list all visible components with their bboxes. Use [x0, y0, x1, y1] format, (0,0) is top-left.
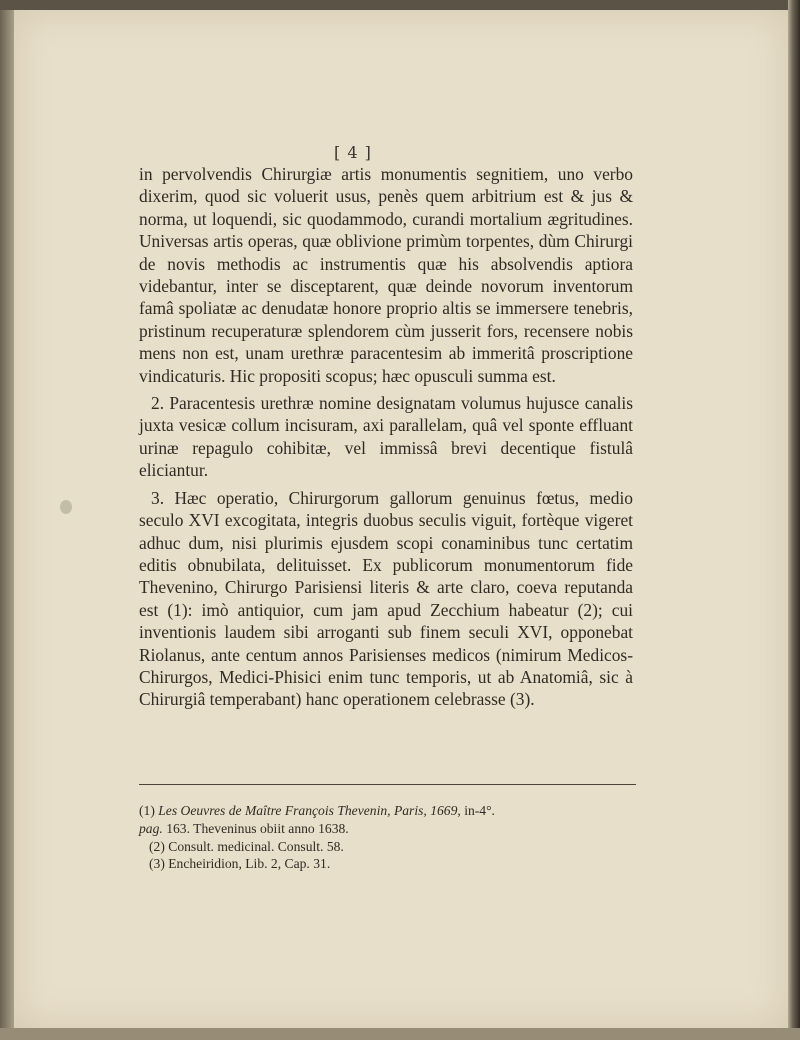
page-smudge [60, 500, 72, 514]
footnote-1-suffix: , in-4°. [457, 803, 495, 818]
footnote-1-title: Les Oeuvres de Maître François Thevenin, Paris, 1669 [158, 803, 458, 818]
paragraph-3: 3. Hæc operatio, Chirurgorum gallorum genuinus fœtus, medio seculo XVI excogitata, integris duobus seculis viguit, fortèque vigeret adhuc dum, nisi plurimis ejusdem scopi conaminibus tunc certatim editis obnubilata, delituisset. Ex publicorum monumentorum fide Thevenino, Chirurgo Parisiensi literis & arte claro, coeva reputanda est (1): imò antiquior, cum jam apud Zecchium habeatur (2); cui inventionis laudem sibi arroganti sub finem seculi XVI, opponebat Riolanus, ante centum annos Parisienses medicos (nimirum Medicos-Chirurgos, Medici-Phisici enim tunc temporis, ut ab Anatomiâ, sic à Chirurgiâ temperabant) hanc operationem celebrasse (3). [139, 487, 633, 710]
main-text [139, 163, 633, 716]
footnote-divider [139, 784, 636, 785]
paragraph-1: in pervolvendis Chirurgiæ artis monumentis segnitiem, uno verbo dixerim, quod sic voluerit usus, penès quem arbitrium est & jus & norma, ut loquendi, sic quodammodo, curandi mortalium ægritudines. Universas artis operas, quæ oblivione primùm torpentes, dùm Chirurgi de novis methodis ac instrumentis quæ his absolvendis aptiora videbantur, inter se disceptarent, quæ deinde novorum inventorum famâ spoliatæ ac denudatæ honore proprio altis se immersere tenebris, pristinum recuperaturæ splendorem cùm jusserit fors, recensere nobis mens non est, unam urethræ paracentesim ab immeritâ proscriptione vindicaturis. Hic propositi scopus; hæc opusculi summa est. [139, 164, 633, 386]
footnote-3: (3) Encheiridion, Lib. 2, Cap. 31. [149, 856, 331, 872]
footnote-1 [139, 802, 636, 820]
footnote-1-continuation [139, 820, 636, 838]
scan-edge-right [788, 0, 800, 1040]
footnotes [139, 802, 636, 873]
scan-edge-left [0, 10, 14, 1040]
scan-edge-bottom [0, 1028, 800, 1040]
paragraph-2: 2. Paracentesis urethræ nomine designatam volumus hujusce canalis juxta vesicæ collum incisuram, axi parallelam, quâ vel sponte effluant urinæ repagulo cohibitæ, vel immissâ brevi decentique fistulâ eliciantur. [139, 393, 633, 481]
footnote-1-page-text: 163. Theveninus obiit anno 1638. [162, 820, 349, 836]
page-number: [ 4 ] [334, 143, 372, 162]
footnote-1-prefix: (1) [139, 803, 159, 818]
footnote-2: (2) Consult. medicinal. Consult. 58. [149, 838, 344, 854]
scan-edge-top [0, 0, 800, 10]
footnote-1-page-label: pag. [139, 820, 163, 836]
